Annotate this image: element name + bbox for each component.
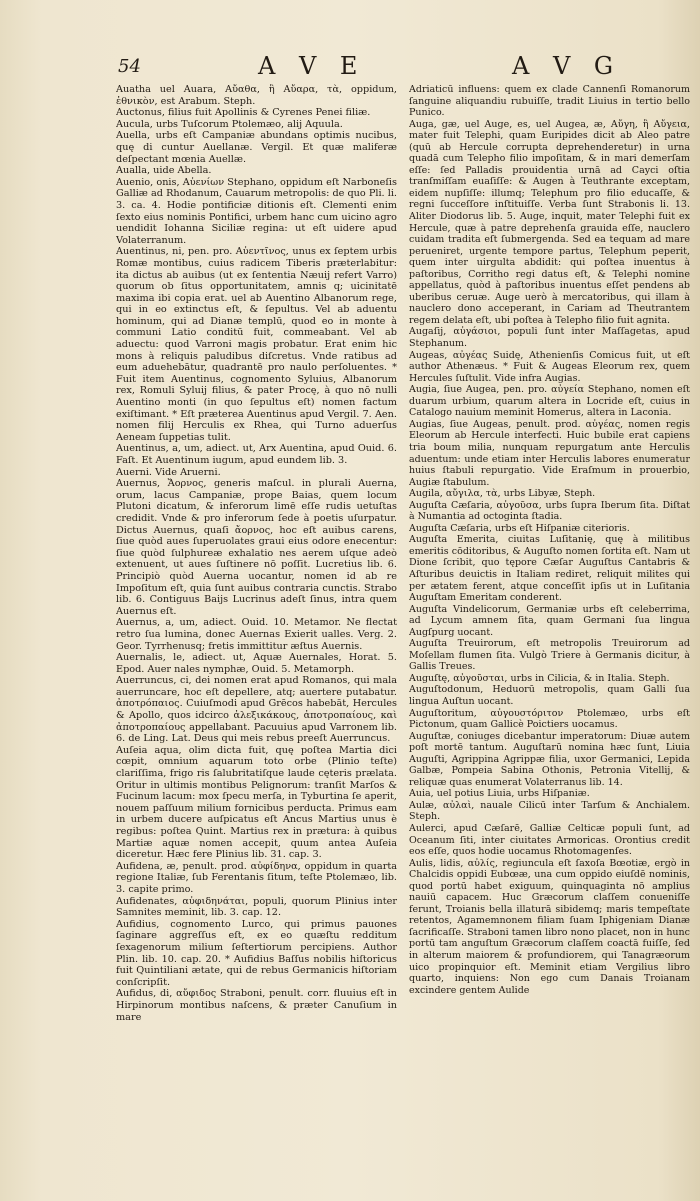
dictionary-entry — [409, 823, 690, 858]
dictionary-entry — [116, 130, 397, 165]
dictionary-entry — [116, 107, 397, 119]
entry-text: Germaniæ urbs eſt celeberrima, ad Lycum amnem ſita, quam Germani ſua lingua Augſpurg uocant. — [409, 603, 690, 638]
entry-text: uide Abella. — [153, 165, 212, 177]
entry-text: di, αὔφιδος Straboni, penult. corr. fluuius eſt in Hirpinorum montibus naſcens, & præter Canuſium in mare — [116, 988, 397, 1023]
entry-lemma: Auernus, — [116, 617, 161, 629]
dictionary-entry — [116, 84, 397, 107]
entry-text: coniuges dicebantur imperatorum: Diuæ autem poſt mortē tantum. Auguſtarū nomina hæc ſunt, Liuia Auguſti, Agrippina Agrippæ filia, uxor Germanici, Lepida Galbæ, Pompeia Sabina Othonis, Petronia Vitellij, & reliquæ quas enumerat Volaterranus lib. 14. — [409, 730, 690, 788]
entry-text: αὐγοῦσα, urbs ſupra Iberum ſita. Diſtat à Numantia ad octoginta ſtadia. — [409, 499, 690, 523]
entry-lemma: Augia, — [409, 384, 440, 396]
dictionary-entry — [116, 745, 397, 861]
running-head-right: A V G — [512, 52, 622, 80]
entry-text: αὐλαὶ, nauale Cilicū inter Tarſum & Anchialem. Steph. — [409, 799, 690, 823]
dictionary-entry — [409, 534, 690, 603]
entry-text: Αὔαθα, ἢ Αὔαρα, τὰ, oppidum, ἐθνικὸν, est Arabum. Steph. — [116, 84, 397, 107]
entry-lemma: Aualla, — [116, 165, 151, 177]
entry-text: filius fuit Apollinis & Cyrenes Penei filiæ. — [168, 107, 371, 119]
entry-lemma: Auctonus, — [116, 107, 165, 119]
dictionary-entry — [409, 84, 690, 119]
entry-text: a, um, adiect. ut, Arx Auentina, apud Ouid. 6. Faſt. Et Auentinum iugum, apud eundem lib. 3. — [116, 443, 397, 466]
entry-text: le, adiect. ut, Aquæ Auernales, Horat. 5. Epod. Auer nales nymphæ, Ouid. 5. Metamorph. — [116, 652, 397, 675]
page-number: 54 — [118, 56, 141, 77]
dictionary-entry — [409, 800, 690, 823]
dictionary-entry — [116, 177, 397, 247]
dictionary-entry — [409, 488, 690, 500]
entry-lemma: Auguſtæ, — [409, 730, 454, 742]
entry-text: onis, Αὐενίων Stephano, oppidum eſt Narboneſis Galliæ ad Rhodanum, Cauarum metropolis: de quo Pli. li. 3. ca. 4. Hodie pontificiæ ditionis eſt. Clementi enim ſexto eius nominis Pontifici, urbem hanc cum uicino agro uendidit Iohanna Siciliæ regina: ut eſt uidere apud Volaterranum. — [116, 176, 397, 246]
entry-text: ſiue Augea, pen. pro. αὐγεία Stephano, nomen eſt duarum urbium, quarum altera in Locride eſt, cuius in Catalogo nauium meminit Homerus, altera in Laconia. — [409, 384, 690, 419]
page-header — [0, 52, 700, 84]
entry-text: urbs Tuſcorum Ptolemæo, alij Aquula. — [155, 118, 343, 130]
entry-text: lidis, αὐλίς, regiuncula eſt ſaxoſa Bœotiæ, ergò in Chalcidis oppidi Eubœæ, una cum oppido eiuſdē nominis, quod portū habet exiguum, quinquaginta nō amplius nauiū capacem. Huc Græcorum claſſem conueniſſe ferunt, Troianis bella illaturā sibidemq; maris tempeſtate retentos, Agamemnonem filiam ſuam Iphigeniam Dianæ ſacrificaſſe. Straboni tamen libro nono placet, non in hunc portū tam anguſtum Græcorum claſſem coactā fuiſſe, ſed in alterum maiorem & profundiorem, qui Tanagræorum uico propinquior eſt. Meminit etiam Vergilius libro quarto, inquiens: Non ego cum Danais Troianam excindere gentem Aulide — [409, 857, 690, 996]
right-column — [409, 84, 690, 1164]
entry-lemma: Auia, — [409, 788, 434, 800]
dictionary-entry — [116, 652, 397, 675]
text-columns — [116, 84, 690, 1164]
entry-text: ni, pen. pro. Αὐεντῖνος, unus ex ſeptem urbis Romæ montibus, cuius radicem Tiberis præterlabitur: ita dictus ab auibus (ut ex ſententia Næuij refert Varro) quorum ob ſitus opportunitatem, amnis q; uicinitatē maxima ibi copia erat. uel ab Auentino Albanorum rege, qui in eo extinctus eſt, & ſepultus. Vel ab aduentu hominum, qui ad Dianæ templū, quod eo in monte à communi Latio conditū fuit, commeabant. Vel ab aduectu: quod Varroni magis probatur. Erat enim hic mons à reliquis paludibus diſcretus. Vnde ratibus ad eum aduehebātur, quadrantē pro naulo perſoluentes. * Fuit item Auentinus, cognomento Syluius, Albanorum rex, Romuli Syluij filius, & pater Procę, à quo nō nulli Auentino monti (in quo ſepultus eſt) nomen factum exiſtimant. * Eſt præterea Auentinus apud Vergil. 7. Aen. nomen filij Herculis ex Rhea, qui Turno aduerſus Aeneam ſuppetias tulit. — [116, 246, 397, 443]
entry-lemma: Augias, — [409, 418, 445, 430]
dictionary-entry — [409, 788, 690, 800]
entry-text: olim dicta fuit, quę poſtea Martia dici cœpit, omnium aquarum toto orbe (Plinio teſte) clariſſima, frigo ris ſalubritatiſque laude cęteris prælata. Oritur in ultimis montibus Pelignorum: tranſit Marſos & Fucinum lacum: mox ſpecu merſa, in Tyburtina ſe aperit, nouem paſſuum milium fornicibus perducta. Primus eam in urbem ducere auſpicatus eſt Ancus Martius unus è regibus: poſtea Quint. Martius rex in prætura: à quibus Martiæ aquæ nomen accepit, quum antea Auſeia diceretur. Hæc fere Plinius lib. 31. cap. 3. — [116, 744, 397, 861]
entry-lemma: Auguſta Cæſaria, — [409, 499, 493, 511]
dictionary-entry — [409, 500, 690, 523]
dictionary-entry — [409, 673, 690, 685]
entry-lemma: Aulerci, — [409, 823, 447, 834]
dictionary-entry — [409, 326, 690, 349]
entry-text: Ἄορνος, generis maſcul. in plurali Auerna, orum, lacus Campaniæ, prope Baias, quem locum Plutoni dicatum, & inferorum limē eſſe rudis uetuſtas credidit. Vnde & pro inferorum ſede à poetis uſurpatur. Dictus Auernus, quaſi ἄορνος, hoc eſt auibus carens, ſiue quòd aues ſuperuolates graui eius odore enecentur: ſiue quòd ſulphureæ exhalatio nes aerem uſque adeò extenuent, ut aues ſuſtinere nō poſſit. Lucretius lib. 6. Principiò quòd Auerna uocantur, nomen id ab re Impoſitum eſt, quia ſunt auibus contraria cunctis. Strabo lib. 6. Contiguus Baijs Lucrinus adeſt ſinus, intra quem Auernus eſt. — [116, 478, 397, 617]
entry-text: Adriaticū influens: quem ex clade Cannenſi Romanorum ſanguine aliquandiu rubuiſſe, tradit Liuius in tertio bello Punico. — [409, 84, 690, 119]
dictionary-entry — [116, 443, 397, 466]
entry-lemma: Aufidenates, — [116, 895, 178, 907]
entry-text: urbs eſt Campaniæ abundans optimis nucibus, quę di cuntur Auellanæ. Vergil. Et quæ maliferæ deſpectant mœnia Auellæ. — [116, 130, 397, 165]
dictionary-entry — [116, 165, 397, 177]
entry-text: æ, penult. prod. αὐφίδηνα, oppidum in quarta regione Italiæ, ſub Ferentanis ſitum, teſte Ptolemæo, lib. 3. capite primo. — [116, 860, 397, 895]
entry-lemma: Auentinus, — [116, 246, 169, 258]
entry-lemma: Aufidena, — [116, 860, 163, 872]
dictionary-entry — [409, 419, 690, 488]
running-head-left: A V E — [258, 52, 366, 80]
entry-text: αὐφιδηνάται, populi, quorum Plinius inter Samnites meminit, lib. 3. cap. 12. — [116, 895, 397, 919]
dictionary-entry — [409, 119, 690, 327]
entry-lemma: Auenio, — [116, 176, 154, 188]
entry-text: αὐγάσιοι, populi ſunt inter Maſſagetas, apud Stephanum. — [409, 326, 690, 350]
entry-lemma: Auguſtę, — [409, 672, 451, 684]
dictionary-entry — [116, 246, 397, 443]
dictionary-entry — [409, 604, 690, 639]
entry-lemma: Auerruncus, — [116, 675, 177, 687]
dictionary-entry — [409, 384, 690, 419]
entry-lemma: Auga, — [409, 118, 437, 130]
dictionary-entry — [116, 675, 397, 745]
entry-lemma: Augila, — [409, 488, 443, 500]
dictionary-entry — [409, 523, 690, 535]
entry-lemma: Auatha uel Auara, — [116, 84, 217, 95]
dictionary-entry — [116, 919, 397, 989]
dictionary-entry — [116, 896, 397, 919]
dictionary-entry — [409, 350, 690, 385]
entry-lemma: Auguſta Treuirorum, — [409, 638, 517, 650]
entry-lemma: Auella, — [116, 130, 151, 142]
dictionary-entry — [116, 467, 397, 479]
entry-text: eſt metropolis Treuirorum ad Moſellam flumen ſita. Vulgò Triere à Germanis dicitur, à Gallis Treues. — [409, 638, 690, 673]
entry-text: ſiue Augeas, penult. prod. αὐγέας, nomen regis Eleorum ab Hercule interfecti. Huic bubile erat capiens tria boum milia, nunquam repurgatum ante Herculis aduentum: unde etiam inter Herculis labores enumeratur huius ſtabuli repurgatio. Vide Eraſmum in prouerbio, Augiæ ſtabulum. — [409, 418, 690, 488]
entry-lemma: Auernalis, — [116, 652, 166, 664]
entry-lemma: Aulæ, — [409, 799, 437, 811]
dictionary-entry — [409, 731, 690, 789]
dictionary-entry — [409, 684, 690, 707]
entry-lemma: Auguſta Vindelicorum, — [409, 603, 521, 615]
entry-text: Vide Aruerni. — [155, 466, 221, 478]
entry-lemma: Aufidus, — [116, 988, 157, 1000]
dictionary-entry — [116, 119, 397, 131]
entry-text: Heduorū metropolis, quam Galli ſua lingua Auſtun uocant. — [409, 684, 690, 707]
dictionary-entry — [409, 708, 690, 731]
dictionary-entry — [409, 858, 690, 997]
entry-text: ci, dei nomen erat apud Romanos, qui mala auerruncare, hoc eſt depellere, atq; auertere putabatur. ἀποτρόπαιος. Cuiuſmodi apud Grēcos habebāt, Hercules & Apollo, quos idcirco ἀλεξικάκους, ἀποτροπαίους, καὶ ἀποτροπαίους appellabant. Pacuuius apud Varronem lib. 6. de Ling. Lat. Deus qui meis rebus preeſt Auerruncus. — [116, 675, 397, 745]
entry-lemma: Auerni. — [116, 466, 153, 478]
entry-text: apud Cæſarē, Galliæ Celticæ populi ſunt, ad Oceanum ſiti, inter ciuitates Armoricas. Orontius credit eos eſſe, quos hodie uocamus Rhotomagenſes. — [409, 823, 690, 858]
entry-text: αὐγουστόριτον Ptolemæo, urbs eſt Pictonum, quam Gallicè Poictiers uocamus. — [409, 707, 690, 731]
entry-text: αὐγέας Suidę, Athenienſis Comicus fuit, ut eſt author Athenæus. * Fuit & Augeas Eleorum rex, quem Hercules ſuſtulit. Vide infra Augias. — [409, 349, 690, 384]
entry-text: cognomento Lurco, qui primus pauones ſaginare aggreſſus eſt, ex eo quæſtu redditum ſexagenorum milium ſeſtertiorum percipiens. Author Plin. lib. 10. cap. 20. * Aufidius Baſſus nobilis hiſtoricus fuit Quintiliani ætate, qui de rebus Germanicis hiſtoriam conſcripſit. — [116, 918, 397, 988]
entry-lemma: Augeas, — [409, 349, 448, 361]
entry-text: αὐγοῦσται, urbs in Cilicia, & in Italia. Steph. — [453, 672, 670, 684]
entry-lemma: Aucula, — [116, 118, 153, 130]
entry-lemma: Auentinus, — [116, 443, 169, 455]
dictionary-entry — [116, 988, 397, 1023]
entry-lemma: Auguſtodonum, — [409, 684, 484, 696]
entry-lemma: Auguſta Emerita, — [409, 534, 499, 546]
entry-text: αὔγιλα, τὰ, urbs Libyæ, Steph. — [445, 488, 596, 500]
entry-lemma: Auguſtoritum, — [409, 707, 477, 719]
entry-lemma: Auernus, — [116, 478, 161, 490]
entry-lemma: Auſeia aqua, — [116, 744, 182, 756]
dictionary-entry — [116, 478, 397, 617]
entry-text: uel potius Liuia, urbs Hiſpaniæ. — [436, 788, 590, 800]
entry-text: a, um, adiect. Ouid. 10. Metamor. Ne flectat retro ſua lumina, donec Auernas Exierit ualles. Verg. 2. Geor. Tyrrhenusq; fretis immittitur æſtus Auernis. — [116, 617, 397, 652]
entry-text: gæ, uel Auge, es, uel Augea, æ, Αὔγη, ἢ Αὔγεια, mater fuit Telephi, quam Euripides dicit ab Aleo patre (quū ab Hercule corrupta deprehenderetur) in urna quadā cum Telepho filio impoſitam, & in mari demerſam eſſe: ſed Palladis prouidentia urnā ad Cayci oſtia tranſmiſſam euaſiſſe: & Augen à Teuthrante exceptam, eidem nupſiſſe: illumq; Telephum pro filio educaſſe, & regni ſucceſſore inſtituiſſe. Verba ſunt Strabonis li. 13. Aliter Diodorus lib. 5. Auge, inquit, mater Telephi fuit ex Hercule, quæ à patre deprehenſa grauida eſſe, nauclero cuidam tradita eſt ſubmergenda. Sed ea tequam ad mare perueniret, urgente tempore partus, Telephum peperit, quem inter uirgulta abdidit: qui poſtea inuentus à paſtoribus, Corritho regi datus eſt, & Telephi nomine appellatus, quòd à paſtoribus inuentus eſſet pendens ab uberibus ceruæ. Auge uerò à mercatoribus, qui illam à nauclero dono acceperant, in Cariam ad Theutrantem regem delata eſt, ubi poſtea à Telepho filio fuit agnita. — [409, 118, 690, 326]
entry-lemma: Aulis, — [409, 857, 436, 869]
entry-lemma: Aufidius, — [116, 918, 160, 930]
entry-text: ciuitas Luſitanię, quę à militibus emeritis cōditoribus, & Auguſto nomen ſortita eſt. Nam ut Dione ſcribit, quo tępore Cæſar Auguſtus Cantabris & Aſturibus deuictis in Italiam rediret, reliquit milites qui per ætatem ferent, atque conceſſit ipſis ut in Luſitania Auguſtam Emeritam conderent. — [409, 534, 690, 604]
dictionary-entry — [409, 638, 690, 673]
dictionary-entry — [116, 617, 397, 652]
left-column — [116, 84, 397, 1164]
entry-text: urbs eſt Hiſpaniæ citerioris. — [494, 522, 630, 534]
entry-lemma: Auguſta Cæſaria, — [409, 522, 492, 534]
entry-lemma: Augaſij, — [409, 326, 447, 338]
dictionary-entry — [116, 861, 397, 896]
